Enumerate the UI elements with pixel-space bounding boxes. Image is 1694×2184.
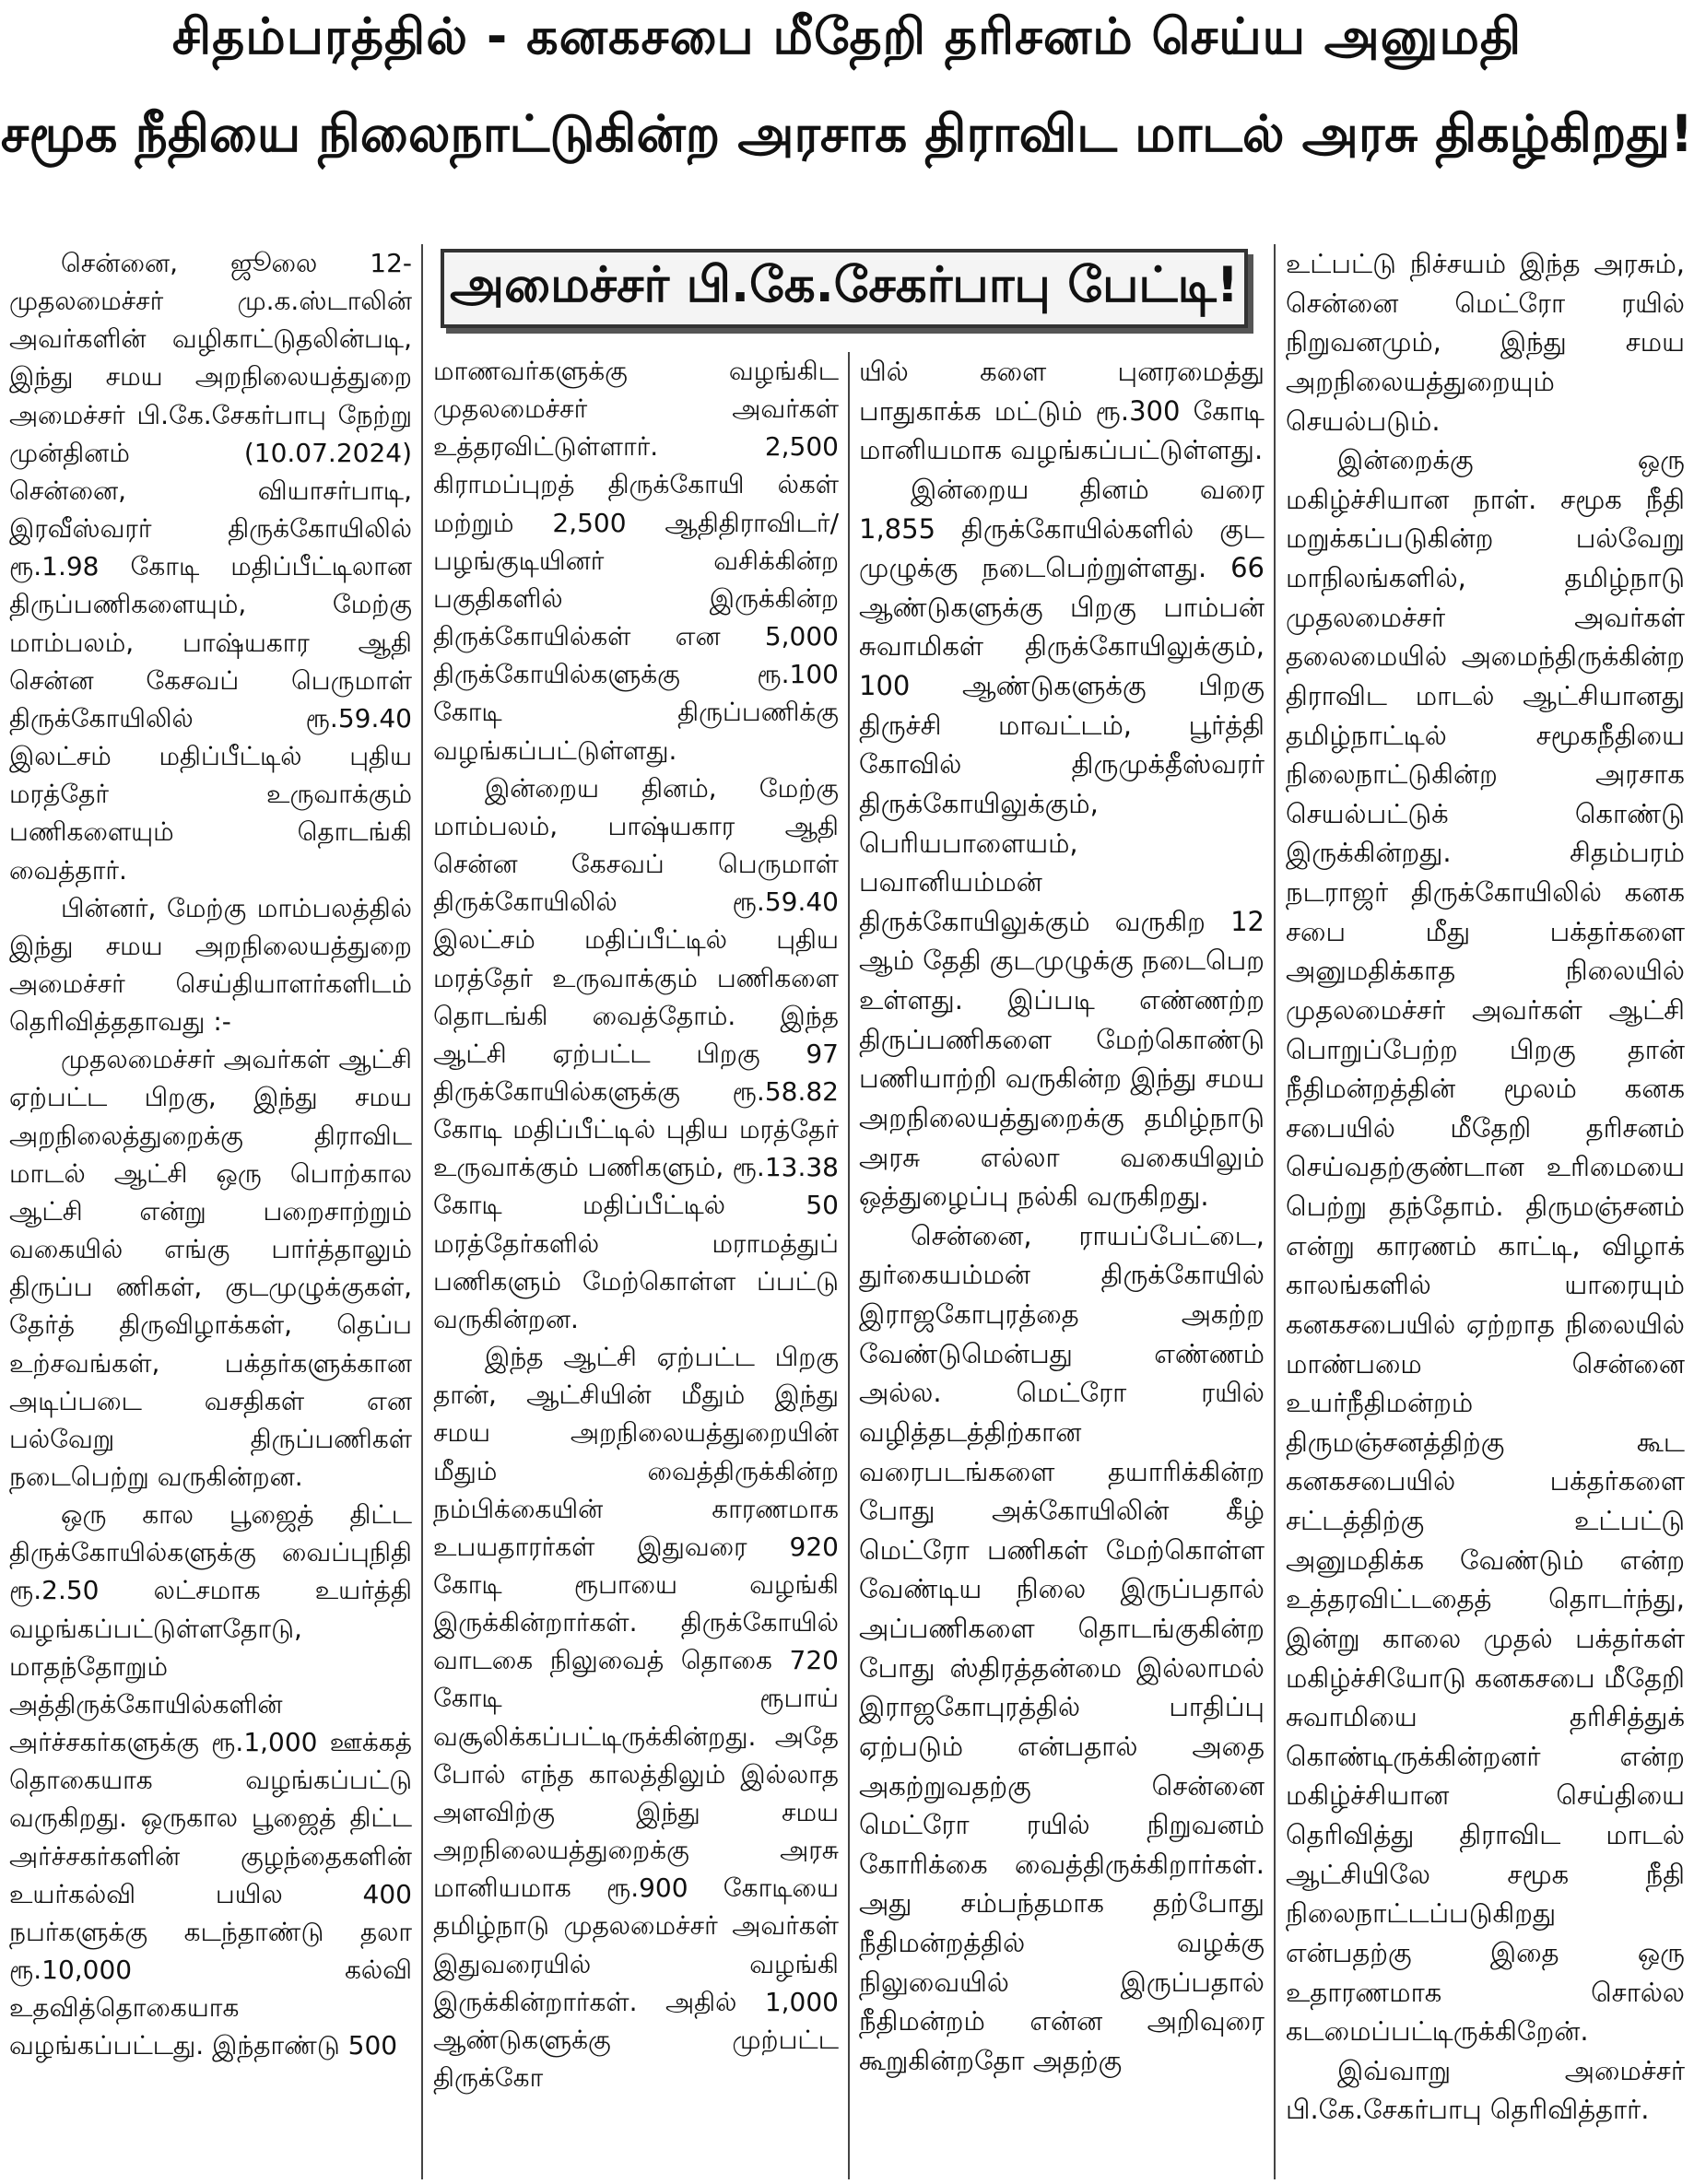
kicker-line: சிதம்பரத்தில் - கனகசபை மீதேறி தரிசனம் செய்ய அனுமதி [171,7,1523,65]
column-4-para-2: இன்றைக்கு ஒரு மகிழ்ச்சியான நாள். சமூக நீதி மறுக்கப்படுகின்ற பல்வேறு மாநிலங்களில், தமிழ்நாடு முதலமைச்சர் அவர்கள் தலைமையில் அமைந்திருக்கின்ற திராவிட மாடல் ஆட்சியானது தமிழ்நாட்டில் சமூகநீதியை நிலைநாட்டுகின்ற அரசாக செயல்பட்டுக் கொண்டு இருக்கின்றது. சிதம்பரம் நடராஜர் திருக்கோயிலில் கனக சபை மீது பக்தர்களை அனுமதிக்காத நிலையில் முதலமைச்சர் அவர்கள் ஆட்சி பொறுப்பேற்ற பிறகு தான் நீதிமன்றத்தின் மூலம் கனக சபையில் மீதேறி தரிசனம் செய்வதற்குண்டான உரிமையை பெற்று தந்தோம். திருமஞ்சனம் என்று காரணம் காட்டி, விழாக் காலங்களில் யாரையும் கனகசபையில் ஏற்றாத நிலையில் மாண்பமை சென்னை உயர்நீதிமன்றம் திருமஞ்சனத்திற்கு கூட கனகசபையில் பக்தர்களை சட்டத்திற்கு உட்பட்டு அனுமதிக்க வேண்டும் என்ற உத்தரவிட்டதைத் தொடர்ந்து, இன்று காலை முதல் பக்தர்கள் மகிழ்ச்சியோடு கனகசபை மீதேறி சுவாமியை தரிசித்துக் கொண்டிருக்கின்றனர் என்ற மகிழ்ச்சியான செய்தியை தெரிவித்து திராவிட மாடல் ஆட்சியிலே சமூக நீதி நிலைநாட்டப்படுகிறது என்பதற்கு இதை ஒரு உதாரணமாக சொல்ல கடமைப்பட்டிருக்கிறேன். [1286,444,1685,2048]
column-3 [859,352,1265,2179]
column-3-para-2: இன்றைய தினம் வரை 1,855 திருக்கோயில்களில் குட முழுக்கு நடைபெற்றுள்ளது. 66 ஆண்டுகளுக்கு பிறகு பாம்பன் சுவாமிகள் திருக்கோயிலுக்கும், 100 ஆண்டுகளுக்கு பிறகு திருச்சி மாவட்டம், பூர்த்தி கோவில் திருமுக்தீஸ்வரர் திருக்கோயிலுக்கும், பெரியபாளையம், பவானியம்மன் திருக்கோயிலுக்கும் வருகிற 12 ஆம் தேதி குடமுழுக்கு நடைபெற உள்ளது. இப்படி எண்ணற்ற திருப்பணிகளை மேற்கொண்டு பணியாற்றி வருகின்ற இந்து சமய அறநிலையத்துறைக்கு தமிழ்நாடு அரசு எல்லா வகையிலும் ஒத்துழைப்பு நல்கி வருகிறது. [859,473,1265,1213]
column-1 [9,244,412,2179]
column-rule-1 [421,244,423,2179]
column-1-para-3: முதலமைச்சர் அவர்கள் ஆட்சி ஏற்பட்ட பிறகு, இந்து சமய அறநிலைத்துறைக்கு திராவிட மாடல் ஆட்சி ஒரு பொற்கால ஆட்சி என்று பறைசாற்றும் வகையில் எங்கு பார்த்தாலும் திருப்ப ணிகள், குடமுழுக்குகள், தேர்த் திருவிழாக்கள், தெப்ப உற்சவங்கள், பக்தர்களுக்கான அடிப்படை வசதிகள் என பல்வேறு திருப்பணிகள் நடைபெற்று வருகின்றன. [9,1044,412,1492]
column-rule-3 [1274,244,1276,2179]
column-2-para-2: இன்றைய தினம், மேற்கு மாம்பலம், பாஷ்யகார ஆதி சென்ன கேசவப் பெருமாள் திருக்கோயிலில் ரூ.59.40 இலட்சம் மதிப்பீட்டில் புதிய மரத்தேர் உருவாக்கும் பணிகளை தொடங்கி வைத்தோம். இந்த ஆட்சி ஏற்பட்ட பிறகு 97 திருக்கோயில்களுக்கு ரூ.58.82 கோடி மதிப்பீட்டில் புதிய மரத்தேர் உருவாக்கும் பணிகளும், ரூ.13.38 கோடி மதிப்பீட்டில் 50 மரத்தேர்களில் மராமத்துப் பணிகளும் மேற்கொள்ள ப்பட்டு வருகின்றன. [433,772,839,1334]
column-4-para-3: இவ்வாறு அமைச்சர் பி.கே.சேகர்பாபு தெரிவித்தார். [1286,2054,1685,2126]
column-2 [433,352,839,2179]
headline-banner: அமைச்சர் பி.கே.சேகர்பாபு பேட்டி! [441,249,1248,328]
column-rule-2 [848,352,850,2179]
column-2-para-1: மாணவர்களுக்கு வழங்கிட முதலமைச்சர் அவர்கள் உத்தரவிட்டுள்ளார். 2,500 கிராமப்புறத் திருக்கோயி ல்கள் மற்றும் 2,500 ஆதிதிராவிடர்/பழங்குடியினர் வசிக்கின்ற பகுதிகளில் இருக்கின்ற திருக்கோயில்கள் என 5,000 திருக்கோயில்களுக்கு ரூ.100 கோடி திருப்பணிக்கு வழங்கப்பட்டுள்ளது. [433,356,839,766]
column-3-para-3: சென்னை, ராயப்பேட்டை, துர்கையம்மன் திருக்கோயில் இராஜகோபுரத்தை அகற்ற வேண்டுமென்பது எண்ணம் அல்ல. மெட்ரோ ரயில் வழித்தடத்திற்கான வரைபடங்களை தயாரிக்கின்ற போது அக்கோயிலின் கீழ் மெட்ரோ பணிகள் மேற்கொள்ள வேண்டிய நிலை இருப்பதால் அப்பணிகளை தொடங்குகின்ற போது ஸ்திரத்தன்மை இல்லாமல் இராஜகோபுரத்தில் பாதிப்பு ஏற்படும் என்பதால் அதை அகற்றுவதற்கு சென்னை மெட்ரோ ரயில் நிறுவனம் கோரிக்கை வைத்திருக்கிறார்கள். அது சம்பந்தமாக தற்போது நீதிமன்றத்தில் வழக்கு நிலுவையில் இருப்பதால் நீதிமன்றம் என்ன அறிவுரை கூறுகின்றதோ அதற்கு [859,1219,1265,2076]
headline: சமூக நீதியை நிலைநாட்டுகின்ற அரசாக திராவிட மாடல் அரசு திகழ்கிறது! [0,104,1694,163]
column-4-para-1: உட்பட்டு நிச்சயம் இந்த அரசும், சென்னை மெட்ரோ ரயில் நிறுவனமும், இந்து சமய அறநிலையத்துறையும் செயல்படும். [1286,248,1685,437]
column-3-para-1: யில் களை புனரமைத்து பாதுகாக்க மட்டும் ரூ.300 கோடி மானியமாக வழங்கப்பட்டுள்ளது. [859,356,1265,466]
column-1-para-2: பின்னர், மேற்கு மாம்பலத்தில் இந்து சமய அறநிலையத்துறை அமைச்சர் செய்தியாளர்களிடம் தெரிவித்ததாவது :- [9,892,412,1038]
column-2-para-3: இந்த ஆட்சி ஏற்பட்ட பிறகு தான், ஆட்சியின் மீதும் இந்து சமய அறநிலையத்துறையின் மீதும் வைத்திருக்கின்ற நம்பிக்கையின் காரணமாக உபயதாரர்கள் இதுவரை 920 கோடி ரூபாயை வழங்கி இருக்கின்றார்கள். திருக்கோயில் வாடகை நிலுவைத் தொகை 720 கோடி ரூபாய் வசூலிக்கப்பட்டிருக்கின்றது. அதே போல் எந்த காலத்திலும் இல்லாத அளவிற்கு இந்து சமய அறநிலையத்துறைக்கு அரசு மானியமாக ரூ.900 கோடியை தமிழ்நாடு முதலமைச்சர் அவர்கள் இதுவரையில் வழங்கி இருக்கின்றார்கள். அதில் 1,000 ஆண்டுகளுக்கு முற்பட்ட திருக்கோ [433,1342,839,2094]
column-1-para-1: சென்னை, ஜூலை 12- முதலமைச்சர் மு.க.ஸ்டாலின் அவர்களின் வழிகாட்டுதலின்படி, இந்து சமய அறநிலையத்துறை அமைச்சர் பி.கே.சேகர்பாபு நேற்று முன்தினம் (10.07.2024) சென்னை, வியாசர்பாடி, இரவீஸ்வரர் திருக்கோயிலில் ரூ.1.98 கோடி மதிப்பீட்டிலான திருப்பணிகளையும், மேற்கு மாம்பலம், பாஷ்யகார ஆதி சென்ன கேசவப் பெருமாள் திருக்கோயிலில் ரூ.59.40 இலட்சம் மதிப்பீட்டில் புதிய மரத்தேர் உருவாக்கும் பணிகளையும் தொடங்கி வைத்தார். [9,248,412,886]
column-4 [1286,244,1685,2179]
column-1-para-4: ஒரு கால பூஜைத் திட்ட திருக்கோயில்களுக்கு வைப்புநிதி ரூ.2.50 லட்சமாக உயர்த்தி வழங்கப்பட்டுள்ளதோடு, மாதந்தோறும் அத்திருக்கோயில்களின் அர்ச்சகர்களுக்கு ரூ.1,000 ஊக்கத் தொகையாக வழங்கப்பட்டு வருகிறது. ஒருகால பூஜைத் திட்ட அர்ச்சகர்களின் குழந்தைகளின் உயர்கல்வி பயில 400 நபர்களுக்கு கடந்தாண்டு தலா ரூ.10,000 கல்வி உதவித்தொகையாக வழங்கப்பட்டது. இந்தாண்டு 500 [9,1499,412,2061]
